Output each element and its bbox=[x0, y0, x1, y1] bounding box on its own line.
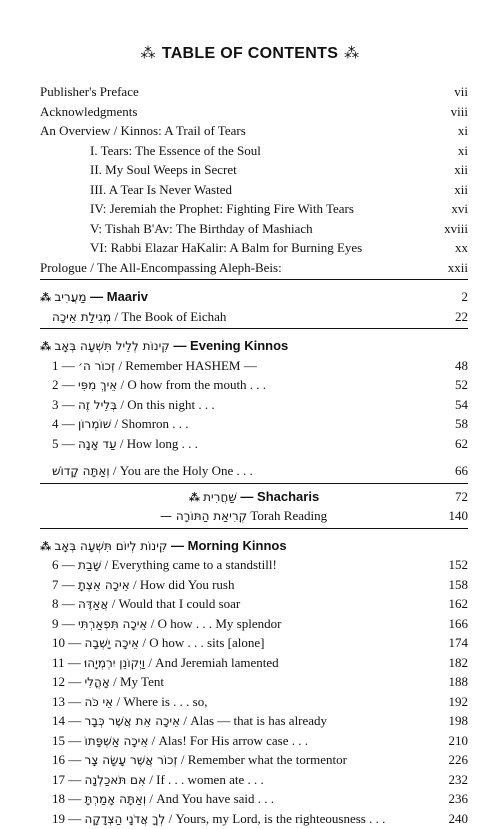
entry-hebrew: וְאַתָּה קָדוֹשׁ bbox=[52, 464, 110, 478]
toc-entry[interactable] bbox=[40, 692, 468, 712]
entry-hebrew: לְךָ אֲדֹנָי הַצְּדָקָה bbox=[85, 812, 166, 826]
entry-label bbox=[52, 614, 281, 635]
entry-english: / Alas! For His arrow case . . . bbox=[148, 733, 308, 748]
toc-entry[interactable] bbox=[40, 219, 468, 239]
section-page: 72 bbox=[455, 487, 468, 507]
entry-english: / The Book of Eichah bbox=[111, 309, 226, 324]
entry-hebrew: בְּלֵיל זֶה bbox=[78, 398, 117, 412]
entry-page: xii bbox=[454, 160, 468, 180]
entry-label bbox=[52, 692, 207, 713]
section-english: — Maariv bbox=[90, 289, 148, 304]
entry-page: 240 bbox=[449, 809, 469, 829]
entry-number: 17 — bbox=[52, 772, 81, 787]
toc-entry[interactable] bbox=[40, 395, 468, 415]
section-hebrew: מַעֲרִיב bbox=[54, 290, 86, 304]
entry-number: 10 — bbox=[52, 635, 81, 650]
entry-english: / If . . . women ate . . . bbox=[146, 772, 264, 787]
section-english: — Morning Kinnos bbox=[171, 538, 287, 553]
toc-entry[interactable] bbox=[40, 180, 468, 200]
entry-english: / Where is . . . so, bbox=[113, 694, 207, 709]
entry-page: 198 bbox=[449, 711, 469, 731]
entry-page: viii bbox=[451, 102, 468, 122]
maariv-heading bbox=[40, 287, 468, 307]
entry-label bbox=[52, 711, 327, 732]
section-divider bbox=[40, 279, 468, 280]
entry-label: II. My Soul Weeps in Secret bbox=[90, 160, 237, 180]
toc-entry[interactable] bbox=[40, 594, 468, 614]
entry-page: 48 bbox=[455, 356, 468, 376]
entry-hebrew: — קְרִיאַת הַתּוֹרָה bbox=[160, 509, 247, 523]
section-heading bbox=[40, 536, 287, 558]
shacharis-heading bbox=[40, 487, 468, 507]
entry-label bbox=[52, 395, 215, 416]
entry-number: 19 — bbox=[52, 811, 81, 826]
entry-hebrew: אֲאַדֶּה bbox=[78, 597, 108, 611]
entry-number: 14 — bbox=[52, 713, 81, 728]
entry-page: xviii bbox=[444, 219, 468, 239]
entry-page: 226 bbox=[449, 750, 469, 770]
entry-page: 236 bbox=[449, 789, 469, 809]
toc-entry[interactable] bbox=[40, 82, 468, 102]
entry-label bbox=[52, 672, 164, 693]
entry-label bbox=[52, 461, 253, 482]
entry-english: / And Jeremiah lamented bbox=[145, 655, 279, 670]
entry-label bbox=[52, 789, 274, 810]
entry-number: 8 — bbox=[52, 596, 75, 611]
toc-entry[interactable] bbox=[40, 750, 468, 770]
morning-kinnos-heading bbox=[40, 536, 468, 556]
entry-page: xii bbox=[454, 180, 468, 200]
toc-entry[interactable] bbox=[40, 375, 468, 395]
section-spacer bbox=[40, 453, 468, 461]
entry-label: III. A Tear Is Never Wasted bbox=[90, 180, 232, 200]
entry-hebrew: אִם תֹּאכַלְנָה bbox=[85, 773, 147, 787]
toc-entry[interactable] bbox=[40, 633, 468, 653]
entry-english: / Would that I could soar bbox=[108, 596, 240, 611]
toc-title-text: TABLE OF CONTENTS bbox=[162, 45, 338, 62]
entry-page: vii bbox=[454, 82, 468, 102]
toc-entry[interactable] bbox=[40, 575, 468, 595]
toc-entry[interactable] bbox=[40, 614, 468, 634]
entry-page: xvi bbox=[451, 199, 468, 219]
toc-entry[interactable] bbox=[40, 434, 468, 454]
entry-label bbox=[52, 575, 234, 596]
entry-number: 7 — bbox=[52, 577, 75, 592]
section-hebrew: קִינוֹת לְיוֹם תִּשְׁעָה בְּאָב bbox=[54, 539, 167, 553]
entry-page: 140 bbox=[449, 506, 469, 526]
entry-number: 13 — bbox=[52, 694, 81, 709]
section-page: 2 bbox=[462, 287, 469, 307]
entry-english: / Shomron . . . bbox=[111, 416, 188, 431]
entry-page: xi bbox=[458, 121, 468, 141]
entry-page: 188 bbox=[449, 672, 469, 692]
entry-number: 3 — bbox=[52, 397, 75, 412]
entry-page: 182 bbox=[449, 653, 469, 673]
entry-page: 158 bbox=[449, 575, 469, 595]
toc-entry[interactable] bbox=[40, 506, 468, 526]
entry-page: 162 bbox=[449, 594, 469, 614]
entry-hebrew: מְגִילַת אֵיכָה bbox=[52, 310, 111, 324]
entry-english: / And You have said . . . bbox=[146, 791, 274, 806]
evening-kinnos-heading bbox=[40, 336, 468, 356]
entry-page: 210 bbox=[449, 731, 469, 751]
section-heading bbox=[40, 287, 148, 309]
toc-entry[interactable] bbox=[40, 238, 468, 258]
entry-label bbox=[52, 356, 257, 377]
entry-hebrew: זְכוֹר ה׳ bbox=[78, 359, 115, 373]
entry-label bbox=[52, 375, 266, 396]
entry-hebrew: אָהֳלִי bbox=[85, 675, 110, 689]
entry-label: Prologue / The All-Encompassing Aleph-Beis: bbox=[40, 258, 282, 278]
entry-number: 16 — bbox=[52, 752, 81, 767]
entry-english: / On this night . . . bbox=[117, 397, 215, 412]
entry-hebrew: אֵי כֹּה bbox=[85, 695, 114, 709]
entry-hebrew: וַיְקוֹנֵן יִרְמְיָהוּ bbox=[84, 656, 145, 670]
toc-entry[interactable] bbox=[40, 258, 468, 278]
toc-entry[interactable] bbox=[40, 711, 468, 731]
entry-english: / Remember what the tormentor bbox=[178, 752, 347, 767]
entry-label: IV: Jeremiah the Prophet: Fighting Fire With Tears bbox=[90, 199, 354, 219]
toc-entry[interactable] bbox=[40, 770, 468, 790]
entry-label: I. Tears: The Essence of the Soul bbox=[90, 141, 261, 161]
entry-page: xxii bbox=[448, 258, 468, 278]
toc-title bbox=[0, 44, 500, 63]
entry-english: / O how . . . My splendor bbox=[147, 616, 281, 631]
toc-entry[interactable] bbox=[40, 141, 468, 161]
entry-label bbox=[52, 731, 308, 752]
entry-page: 166 bbox=[449, 614, 469, 634]
section-divider bbox=[40, 528, 468, 529]
toc-entry[interactable] bbox=[40, 199, 468, 219]
entry-label bbox=[52, 809, 385, 829]
entry-number: 2 — bbox=[52, 377, 75, 392]
toc-entry[interactable] bbox=[40, 414, 468, 434]
entry-page: 152 bbox=[449, 555, 469, 575]
entry-english: / How did You rush bbox=[130, 577, 235, 592]
entry-label bbox=[52, 307, 226, 328]
entry-page: 66 bbox=[455, 461, 468, 481]
section-ornament-icon: ⁂ bbox=[40, 541, 54, 553]
entry-english: / O how . . . sits [alone] bbox=[139, 635, 264, 650]
ornament-right-icon: ⁂ bbox=[344, 44, 359, 62]
entry-label bbox=[160, 506, 327, 527]
entry-hebrew: אֵיכָה יָשְׁבָה bbox=[85, 636, 140, 650]
toc-entry[interactable] bbox=[40, 809, 468, 829]
entry-number: 12 — bbox=[52, 674, 81, 689]
ornament-left-icon: ⁂ bbox=[141, 44, 156, 62]
entry-hebrew: אֵיכָה אֵצְתָ bbox=[78, 578, 130, 592]
entry-label bbox=[52, 770, 264, 791]
toc-entry[interactable] bbox=[40, 653, 468, 673]
entry-label: Acknowledgments bbox=[40, 102, 137, 122]
entry-english: / Yours, my Lord, is the righteousness . . . bbox=[165, 811, 385, 826]
entry-hebrew: אֵיכָה אֵת אֲשֶׁר כְּבָר bbox=[85, 714, 181, 728]
entry-page: 232 bbox=[449, 770, 469, 790]
entry-number: 18 — bbox=[52, 791, 81, 806]
entry-hebrew: שׁוֹמְרוֹן bbox=[78, 417, 111, 431]
entry-english: / My Tent bbox=[110, 674, 164, 689]
section-divider bbox=[40, 328, 468, 329]
section-english: — Evening Kinnos bbox=[173, 338, 288, 353]
entry-english: / You are the Holy One . . . bbox=[110, 463, 253, 478]
entry-page: 174 bbox=[449, 633, 469, 653]
section-ornament-icon: ⁂ bbox=[40, 341, 54, 353]
entry-page: xi bbox=[458, 141, 468, 161]
toc-entry[interactable] bbox=[40, 307, 468, 327]
section-ornament-icon: ⁂ bbox=[189, 492, 203, 504]
entry-number: 4 — bbox=[52, 416, 75, 431]
entry-label bbox=[52, 414, 189, 435]
entry-page: xx bbox=[455, 238, 468, 258]
toc-entry[interactable] bbox=[40, 160, 468, 180]
toc-entry[interactable] bbox=[40, 461, 468, 481]
toc-entry[interactable] bbox=[40, 789, 468, 809]
entry-hebrew: זְכוֹר אֲשֶׁר עָשָׂה צָר bbox=[85, 753, 178, 767]
entry-hebrew: אֵיךְ מִפִּי bbox=[78, 378, 117, 392]
entry-label: VI: Rabbi Elazar HaKalir: A Balm for Burning Eyes bbox=[90, 238, 362, 258]
entry-english: / How long . . . bbox=[117, 436, 198, 451]
entry-label: V: Tishah B'Av: The Birthday of Mashiach bbox=[90, 219, 313, 239]
section-heading bbox=[40, 336, 288, 358]
section-hebrew: קִינוֹת לְלֵיל תִּשְׁעָה בְּאָב bbox=[54, 339, 170, 353]
entry-label bbox=[52, 555, 277, 576]
entry-label bbox=[52, 633, 264, 654]
entry-number: 9 — bbox=[52, 616, 75, 631]
entry-hebrew: עַד אָנָה bbox=[78, 437, 117, 451]
entry-number: 6 — bbox=[52, 557, 75, 572]
toc-entry[interactable] bbox=[40, 672, 468, 692]
entry-page: 58 bbox=[455, 414, 468, 434]
entry-label bbox=[52, 653, 279, 674]
section-ornament-icon: ⁂ bbox=[40, 292, 54, 304]
section-english: — Shacharis bbox=[240, 489, 319, 504]
entry-number: 15 — bbox=[52, 733, 81, 748]
entry-hebrew: וְאַתָּה אָמַרְתָּ bbox=[85, 792, 147, 806]
entry-english: / Everything came to a standstill! bbox=[101, 557, 276, 572]
entry-number: 11 — bbox=[52, 655, 81, 670]
entry-hebrew: אֵיכָה תִּפְאַרְתִּי bbox=[78, 617, 147, 631]
toc-entry[interactable] bbox=[40, 121, 468, 141]
toc-entry[interactable] bbox=[40, 555, 468, 575]
toc-entry[interactable] bbox=[40, 356, 468, 376]
section-heading bbox=[40, 487, 468, 509]
entry-label: An Overview / Kinnos: A Trail of Tears bbox=[40, 121, 246, 141]
entry-page: 22 bbox=[455, 307, 468, 327]
entry-label bbox=[52, 594, 240, 615]
entry-label bbox=[52, 434, 198, 455]
entry-number: 5 — bbox=[52, 436, 75, 451]
entry-page: 192 bbox=[449, 692, 469, 712]
entry-english: / Alas — that is has already bbox=[180, 713, 327, 728]
entry-label: Publisher's Preface bbox=[40, 82, 139, 102]
entry-page: 52 bbox=[455, 375, 468, 395]
entry-number: 1 — bbox=[52, 358, 75, 373]
entry-hebrew: שָׁבַת bbox=[78, 558, 101, 572]
entry-hebrew: אֵיכָה אַשְׁפָּתוֹ bbox=[85, 734, 149, 748]
toc-entry[interactable] bbox=[40, 102, 468, 122]
entry-english: / Remember HASHEM — bbox=[115, 358, 257, 373]
entry-page: 54 bbox=[455, 395, 468, 415]
entry-page: 62 bbox=[455, 434, 468, 454]
entry-label bbox=[52, 750, 347, 771]
toc-list bbox=[40, 82, 468, 828]
entry-english: / O how from the mouth . . . bbox=[117, 377, 266, 392]
entry-english: Torah Reading bbox=[247, 508, 327, 523]
toc-entry[interactable] bbox=[40, 731, 468, 751]
section-divider bbox=[40, 483, 468, 484]
section-hebrew: שַׁחֲרִית bbox=[203, 490, 237, 504]
